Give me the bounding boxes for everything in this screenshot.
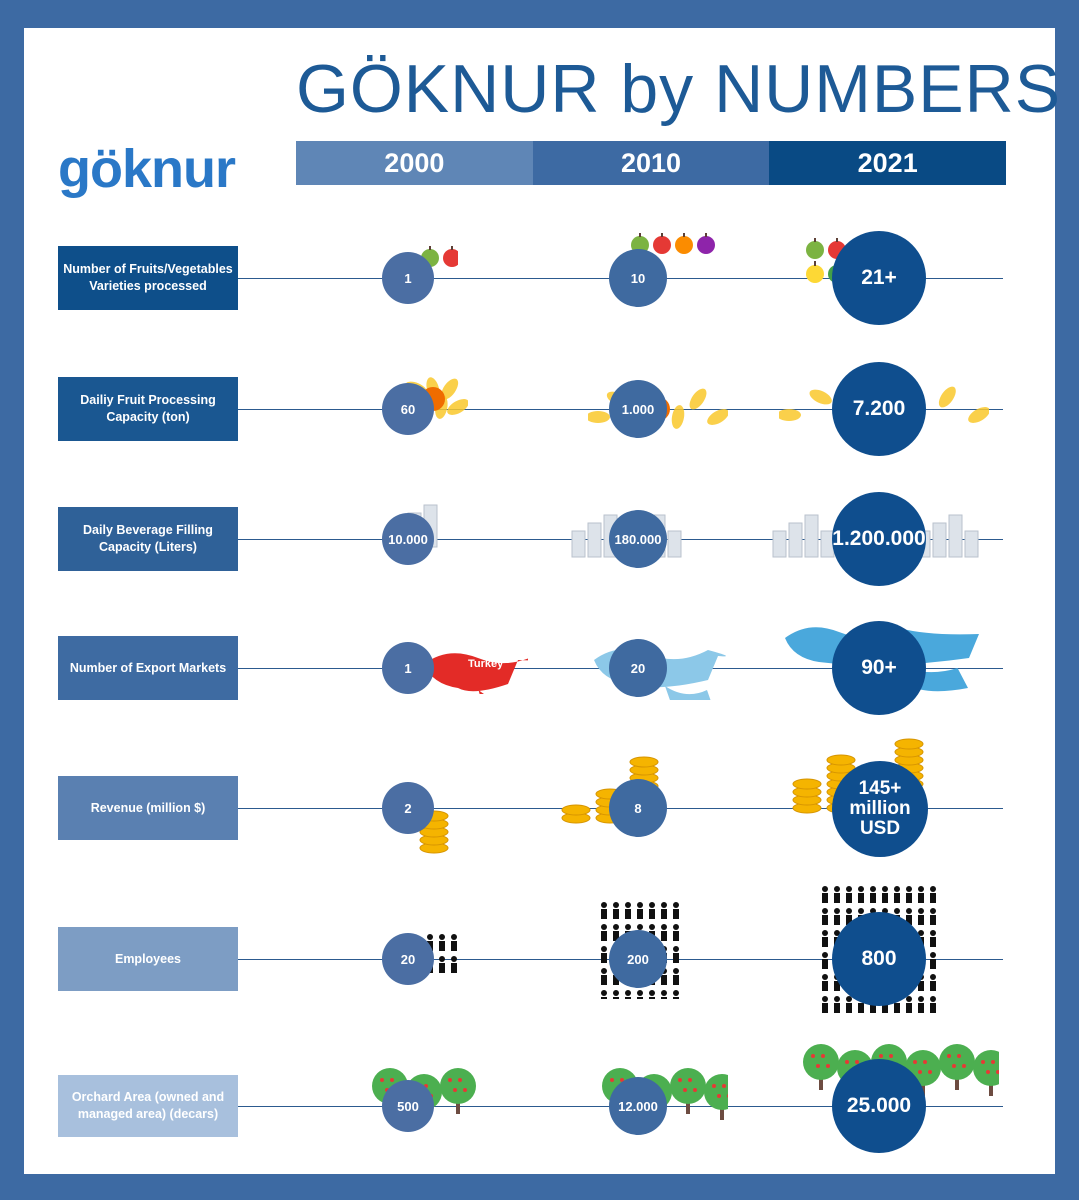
stat-row	[24, 748, 1055, 868]
year-2010: 2010	[533, 141, 770, 185]
year-2000: 2000	[296, 141, 533, 185]
year-2021: 2021	[769, 141, 1006, 185]
value-circle-2000: 500	[382, 1080, 434, 1132]
value-circle-2021: 90+	[832, 621, 926, 715]
value-circle-2021: 25.000	[832, 1059, 926, 1153]
row-label: Orchard Area (owned and managed area) (decars)	[58, 1075, 238, 1137]
map-country-label: Turkey	[468, 658, 504, 670]
row-label: Employees	[58, 927, 238, 991]
world-map-icon	[418, 644, 528, 699]
value-circle-2010: 180.000	[609, 510, 667, 568]
value-circle-2010: 8	[609, 779, 667, 837]
value-circle-2000: 1	[382, 642, 434, 694]
row-label: Daily Beverage Filling Capacity (Liters)	[58, 507, 238, 571]
value-circle-2021: 7.200	[832, 362, 926, 456]
value-circle-2000: 2	[382, 782, 434, 834]
value-circle-2010: 12.000	[609, 1077, 667, 1135]
row-label: Revenue (million $)	[58, 776, 238, 840]
value-circle-2000: 10.000	[382, 513, 434, 565]
stat-row	[24, 1046, 1055, 1166]
stat-row	[24, 349, 1055, 469]
value-circle-2021: 145+ million USD	[832, 761, 928, 857]
value-circle-2000: 1	[382, 252, 434, 304]
stat-row	[24, 899, 1055, 1019]
value-circle-2021: 1.200.000	[832, 492, 926, 586]
value-circle-2000: 20	[382, 933, 434, 985]
value-circle-2010: 20	[609, 639, 667, 697]
page-title: GÖKNUR by NUMBERS	[296, 51, 1062, 127]
value-circle-2010: 10	[609, 249, 667, 307]
stat-row	[24, 479, 1055, 599]
value-circle-2021: 800	[832, 912, 926, 1006]
infographic-canvas	[24, 28, 1062, 1174]
value-circle-2010: 1.000	[609, 380, 667, 438]
row-label: Dailiy Fruit Processing Capacity (ton)	[58, 377, 238, 441]
goknur-logo: göknur	[58, 139, 235, 199]
year-header	[296, 141, 1006, 185]
row-label: Number of Fruits/Vegetables Varieties processed	[58, 246, 238, 310]
value-circle-2000: 60	[382, 383, 434, 435]
stat-row	[24, 608, 1055, 728]
stat-row	[24, 218, 1055, 338]
row-label: Number of Export Markets	[58, 636, 238, 700]
value-circle-2010: 200	[609, 930, 667, 988]
value-circle-2021: 21+	[832, 231, 926, 325]
